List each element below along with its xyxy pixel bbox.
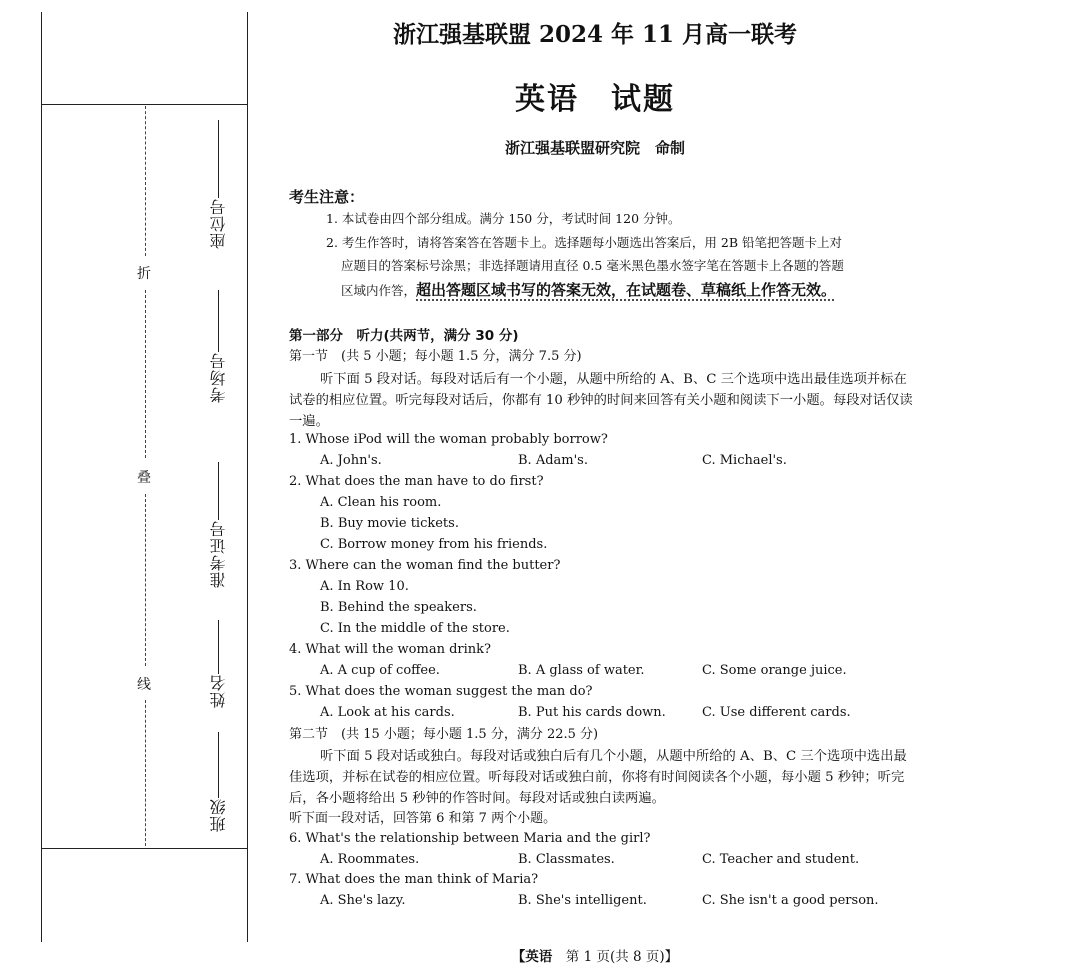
name-field[interactable] (203, 620, 233, 708)
question-6: 6. What's the relationship between Maria and the girl? (289, 831, 651, 846)
q5-option-c: C. Use different cards. (702, 705, 851, 720)
q6-option-c: C. Teacher and student. (702, 852, 860, 867)
q3-option-b: B. Behind the speakers. (320, 600, 477, 615)
q7-option-a: A. She's lazy. (320, 893, 406, 908)
q3-option-c: C. In the middle of the store. (320, 621, 510, 636)
admission-number-field[interactable] (203, 462, 233, 588)
section1-instructions: 听下面 5 段对话。每段对话后有一个小题，从题中所给的 A、B、C 三个选项中选出最佳选项并标在试卷的相应位置。听完每段对话后，你都有 10 秒钟的时间来回答有关小题和阅读下一小题。每段对话仅读一遍。 (289, 372, 913, 429)
q7-option-b: B. She's intelligent. (518, 893, 647, 908)
name-label: 姓名 (208, 674, 228, 708)
exam-title: 浙江强基联盟 2024 年 11 月高一联考 (392, 21, 798, 48)
part1-heading: 第一部分 听力(共两节，满分 30 分) (289, 328, 519, 344)
exam-room-field[interactable] (203, 290, 233, 403)
subject-title (290, 74, 900, 118)
dialogue-note: 听下面一段对话，回答第 6 和第 7 两个小题。 (289, 811, 557, 826)
fold-dash-line (145, 494, 146, 666)
margin-bottom-divider (41, 848, 247, 849)
class-label: 班级 (208, 798, 228, 832)
question-3: 3. Where can the woman find the butter? (289, 558, 561, 573)
page-footer (290, 945, 900, 965)
class-field[interactable] (203, 732, 233, 832)
fold-label: 叠 (137, 470, 151, 486)
margin-top-divider (41, 104, 247, 105)
seat-number-label: 座位号 (208, 198, 228, 249)
q6-option-b: B. Classmates. (518, 852, 615, 867)
footer-subject: 【英语 (511, 949, 553, 965)
q3-option-a: A. In Row 10. (320, 579, 409, 594)
footer-page-number: 第 1 页(共 8 页)】 (552, 949, 679, 965)
notice-item-2-line-1: 2. 考生作答时，请将答案答在答题卡上。选择题每小题选出答案后，用 2B 铅笔把答题卡上对 (326, 235, 842, 250)
notice-title: 考生注意： (289, 188, 365, 206)
fold-dash-line (145, 700, 146, 846)
q7-option-c: C. She isn't a good person. (702, 893, 879, 908)
fold-label: 折 (137, 266, 151, 282)
section1-heading: 第一节 (共 5 小题；每小题 1.5 分，满分 7.5 分) (289, 349, 582, 364)
question-1: 1. Whose iPod will the woman probably borrow? (289, 432, 608, 447)
fold-label: 线 (137, 677, 151, 693)
q2-option-b: B. Buy movie tickets. (320, 516, 459, 531)
subject-name: 英语 (515, 82, 579, 117)
q1-option-c: C. Michael's. (702, 453, 787, 468)
q4-option-a: A. A cup of coffee. (320, 663, 440, 678)
margin-right-border (247, 12, 248, 942)
fold-dash-line (145, 106, 146, 256)
q5-option-b: B. Put his cards down. (518, 705, 666, 720)
q6-option-a: A. Roommates. (320, 852, 420, 867)
margin-left-border (41, 12, 42, 942)
q5-option-a: A. Look at his cards. (320, 705, 455, 720)
q2-option-a: A. Clean his room. (320, 495, 442, 510)
q1-option-a: A. John's. (320, 453, 382, 468)
notice-item-1: 1. 本试卷由四个部分组成。满分 150 分，考试时间 120 分钟。 (326, 211, 681, 226)
question-4: 4. What will the woman drink? (289, 642, 491, 657)
notice-item-2-line-2: 应题目的答案标号涂黑；非选择题请用直径 0.5 毫米黑色墨水签字笔在答题卡上各题的答题 (341, 258, 844, 273)
section2-instructions: 听下面 5 段对话或独白。每段对话或独白后有几个小题，从题中所给的 A、B、C 三个选项中选出最佳选项，并标在试卷的相应位置。听每段对话或独白前，你将有时间阅读各个小题，每小题 5 秒钟；听完后，各小题将给出 5 秒钟的作答时间。每段对话或独白读两遍。 (289, 749, 907, 806)
notice-emphasis: 超出答题区域书写的答案无效，在试题卷、草稿纸上作答无效。 (416, 281, 837, 299)
exam-room-label: 考场号 (208, 352, 228, 403)
section2-heading: 第二节 (共 15 小题；每小题 1.5 分，满分 22.5 分) (289, 727, 599, 742)
question-5: 5. What does the woman suggest the man do? (289, 684, 593, 699)
q1-option-b: B. Adam's. (518, 453, 588, 468)
fold-dash-line (145, 290, 146, 458)
seat-number-field[interactable] (203, 120, 233, 249)
q4-option-b: B. A glass of water. (518, 663, 645, 678)
admission-number-label: 准考证号 (208, 520, 228, 588)
notice-item-2-line-3 (341, 280, 836, 301)
q4-option-c: C. Some orange juice. (702, 663, 847, 678)
subject-suffix: 试题 (611, 82, 675, 117)
question-2: 2. What does the man have to do first? (289, 474, 544, 489)
notice-item-2-line-3-prefix: 区域内作答， (341, 283, 417, 298)
question-7: 7. What does the man think of Maria? (289, 872, 539, 887)
q2-option-c: C. Borrow money from his friends. (320, 537, 548, 552)
compiler-line: 浙江强基联盟研究院 命制 (504, 139, 685, 157)
